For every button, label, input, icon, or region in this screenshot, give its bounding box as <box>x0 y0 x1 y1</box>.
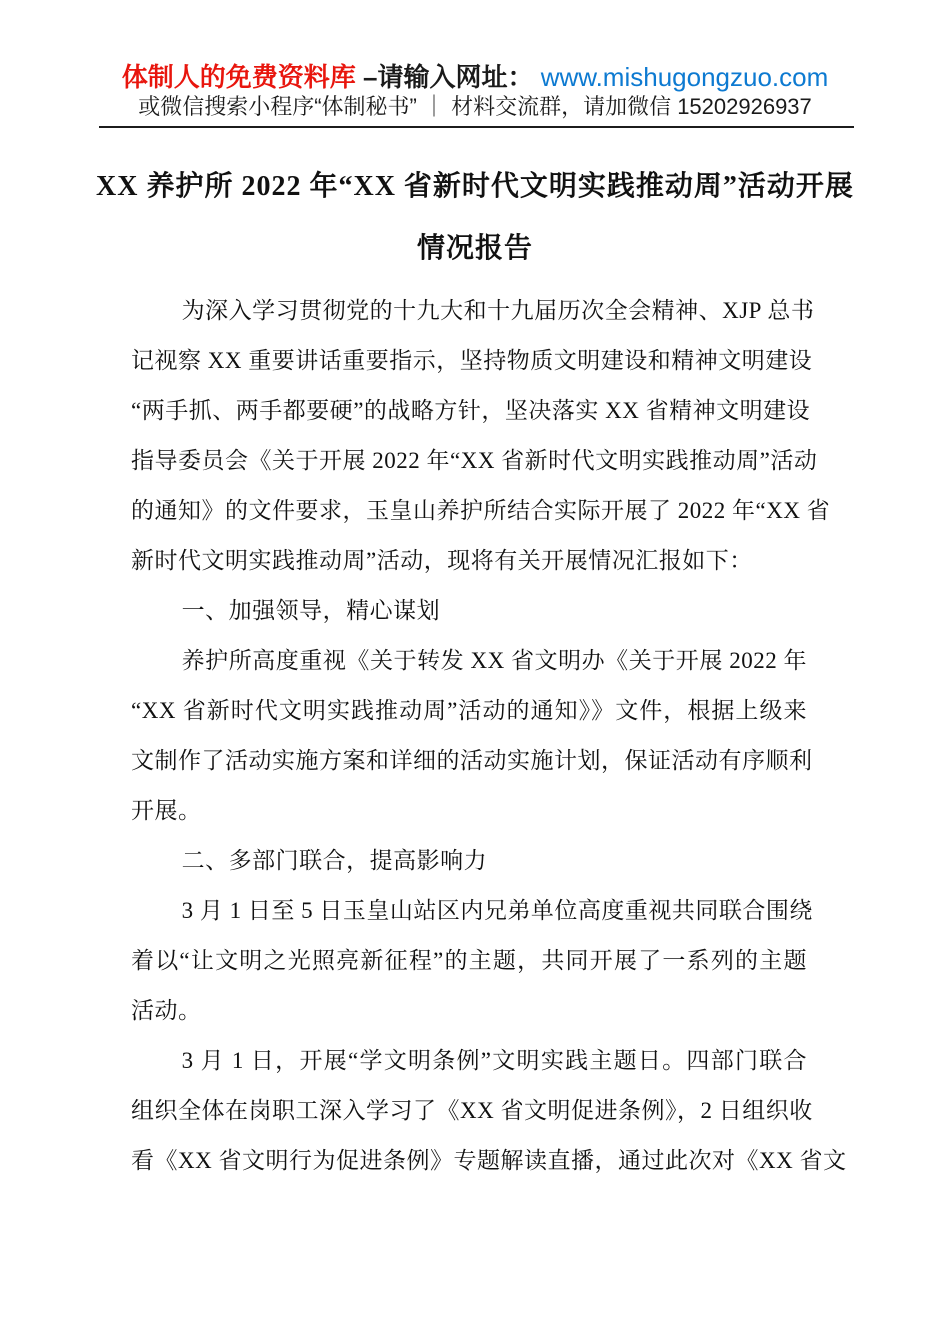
document-title-line: XX 养护所 2022 年“XX 省新时代文明实践推动周”活动开展 <box>96 171 854 202</box>
brand-text: 体制人的免费资料库 <box>121 62 356 92</box>
document-line: 活动。 <box>131 998 202 1023</box>
document-line: “XX 省新时代文明实践推动周”活动的通知》》文件，根据上级来 <box>131 698 807 723</box>
document-line: 组织全体在岗职工深入学习了《XX 省文明促进条例》，2 日组织收 <box>131 1098 813 1123</box>
document-title-line: 情况报告 <box>416 233 533 264</box>
document-title <box>0 156 950 280</box>
document-body <box>131 286 847 1186</box>
header-divider-line <box>99 126 854 128</box>
promo-header <box>0 0 950 128</box>
section-heading: 一、加强领导，精心谋划 <box>181 598 441 623</box>
document-line: 指导委员会《关于开展 2022 年“XX 省新时代文明实践推动周”活动 <box>131 448 818 473</box>
document-line: 的通知》的文件要求，玉皇山养护所结合实际开展了 2022 年“XX 省 <box>131 498 831 523</box>
document-line: 记视察 XX 重要讲话重要指示，坚持物质文明建设和精神文明建设 <box>131 348 813 373</box>
website-link[interactable]: www.mishugongzuo.com <box>540 62 829 92</box>
document-line: “两手抓、两手都要硬”的战略方针，坚决落实 XX 省精神文明建设 <box>131 398 811 423</box>
section-heading: 二、多部门联合，提高影响力 <box>181 848 488 873</box>
document-line: 着以“让文明之光照亮新征程”的主题，共同开展了一系列的主题 <box>131 948 807 973</box>
url-hint-text: –请输入网址： <box>362 62 534 92</box>
promo-line-2: 或微信搜索小程序“体制秘书” ｜ 材料交流群，请加微信 15202926937 <box>138 94 812 119</box>
document-line: 3 月 1 日，开展“学文明条例”文明实践主题日。四部门联合 <box>181 1048 807 1073</box>
document-line: 文制作了活动实施方案和详细的活动实施计划，保证活动有序顺利 <box>131 748 813 773</box>
document-line: 开展。 <box>131 798 202 823</box>
document-line: 看《XX 省文明行为促进条例》专题解读直播，通过此次对《XX 省文 <box>131 1148 847 1173</box>
document-line: 3 月 1 日至 5 日玉皇山站区内兄弟单位高度重视共同联合围绕 <box>181 898 813 923</box>
document-line: 养护所高度重视《关于转发 XX 省文明办《关于开展 2022 年 <box>181 648 807 673</box>
document-line: 为深入学习贯彻党的十九大和十九届历次全会精神、XJP 总书 <box>181 298 815 323</box>
promo-line-1 <box>0 60 950 94</box>
document-line: 新时代文明实践推动周”活动，现将有关开展情况汇报如下： <box>131 548 753 573</box>
